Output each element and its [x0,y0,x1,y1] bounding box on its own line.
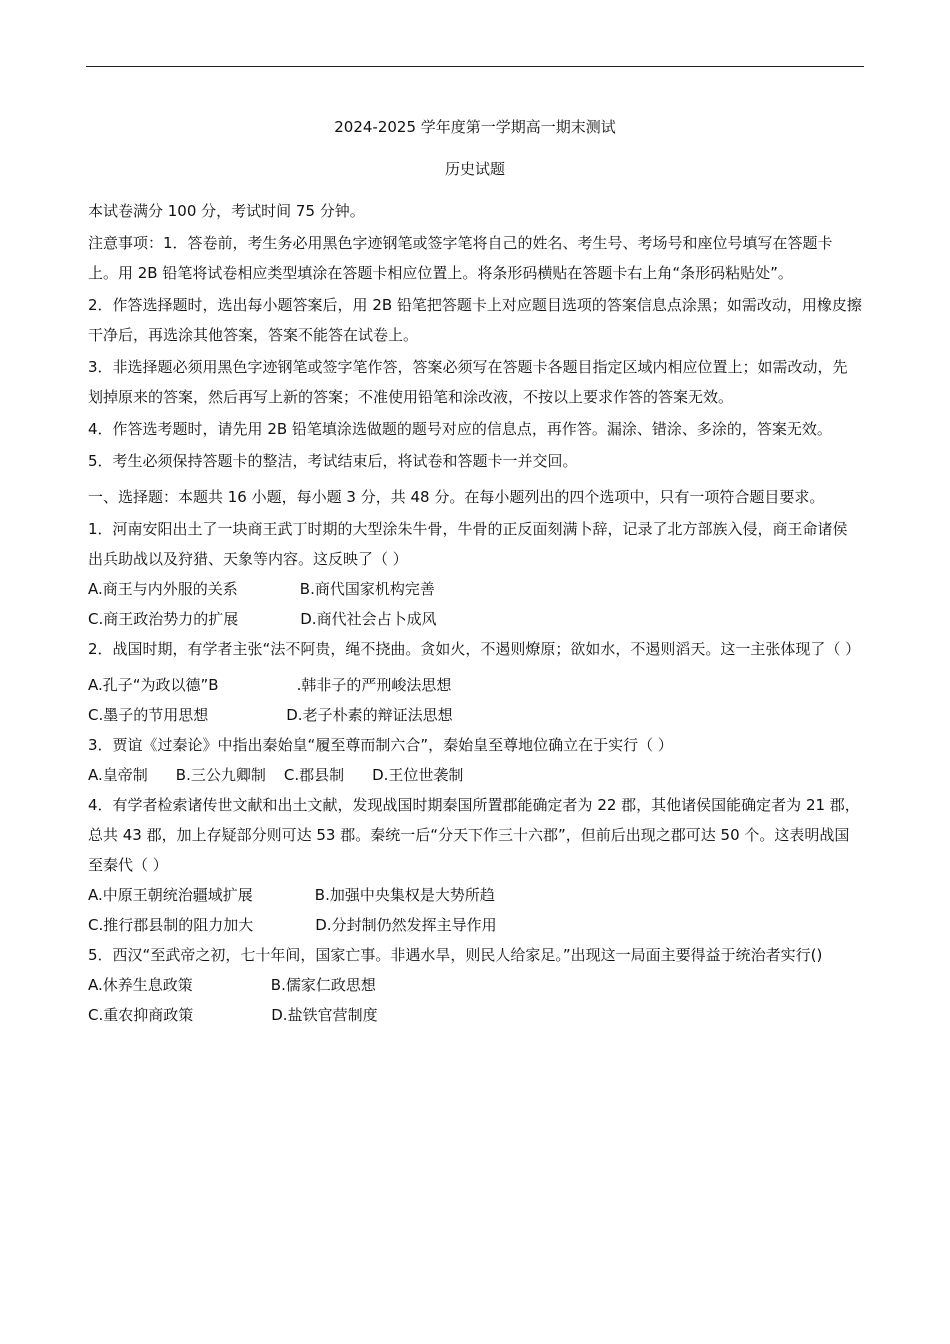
question-stem: 5．西汉“至武帝之初，七十年间，国家亡事。非遇水旱，则民人给家足。”出现这一局面主要得益于统治者实行() [88,946,823,964]
option-d: D.商代社会占卜成风 [300,610,437,628]
exam-subject: 历史试题 [444,160,505,178]
question-options [88,574,862,604]
note-5: 5．考生必须保持答题卡的整洁，考试结束后，将试卷和答题卡一并交回。 [88,452,578,470]
option-a: A.中原王朝统治疆域扩展 [88,886,253,904]
option-c: C.重农抑商政策 [88,1006,194,1024]
option-a: A.孔子“为政以德”B [88,676,219,694]
exam-title: 2024-2025 学年度第一学期高一期末测试 [334,118,616,136]
note-3: 3．非选择题必须用黑色字迹钢笔或签字笔作答，答案必须写在答题卡各题目指定区域内相应位置上；如需改动，先划掉原来的答案，然后再写上新的答案；不准使用铅笔和涂改液，不按以上要求作答的答案无效。 [88,358,848,406]
question-stem: 2．战国时期，有学者主张“法不阿贵，绳不挠曲。贪如火，不遏则燎原；欲如水，不遏则滔天。这一主张体现了（ ） [88,640,861,658]
option-a: A.商王与内外服的关系 [88,580,238,598]
section-heading: 一、选择题：本题共 16 小题，每小题 3 分，共 48 分。在每小题列出的四个选项中，只有一项符合题目要求。 [88,488,825,506]
option-c: C.墨子的节用思想 [88,706,209,724]
question-options [88,970,862,1000]
note-1: 注意事项：1．答卷前，考生务必用黑色字迹钢笔或签字笔将自己的姓名、考生号、考场号和座位号填写在答题卡上。用 2B 铅笔将试卷相应类型填涂在答题卡相应位置上。将条形码横贴在答题卡右上角“条形码粘贴处”。 [88,234,833,282]
question-options [88,760,862,790]
note-2: 2．作答选择题时，选出每小题答案后，用 2B 铅笔把答题卡上对应题目选项的答案信息点涂黑；如需改动，用橡皮擦干净后，再选涂其他答案，答案不能答在试卷上。 [88,296,862,344]
score-time: 本试卷满分 100 分，考试时间 75 分钟。 [88,202,365,220]
option-a: A.皇帝制 [88,766,148,784]
question-stem: 4．有学者检索诸传世文献和出土文献，发现战国时期秦国所置郡能确定者为 22 郡，其他诸侯国能确定者为 21 郡，总共 43 郡，加上存疑部分则可达 53 郡。秦统一后“分天下作三十六郡”，但前后出现之郡可达 50 个。这表明战国至秦代（ ） [88,796,860,874]
option-b: B.三公九卿制 [175,766,266,784]
question-options [88,910,862,940]
option-b: B.商代国家机构完善 [299,580,435,598]
top-rule [86,66,864,67]
option-d: D.分封制仍然发挥主导作用 [315,916,497,934]
question-options [88,880,862,910]
option-a: A.休养生息政策 [88,976,193,994]
question-options [88,700,862,730]
option-b: .韩非子的严刑峻法思想 [296,676,452,694]
question-options [88,604,862,634]
option-c: C.郡县制 [283,766,345,784]
option-c: C.商王政治势力的扩展 [88,610,239,628]
option-b: B.加强中央集权是大势所趋 [314,886,495,904]
option-c: C.推行郡县制的阻力加大 [88,916,254,934]
question-stem: 3．贾谊《过秦论》中指出秦始皇“履至尊而制六合”，秦始皇至尊地位确立在于实行（ ） [88,736,673,754]
option-d: D.王位世袭制 [372,766,464,784]
option-d: D.老子朴素的辩证法思想 [286,706,453,724]
question-options [88,1000,862,1030]
question-stem: 1．河南安阳出土了一块商王武丁时期的大型涂朱牛骨，牛骨的正反面刻满卜辞，记录了北方部族入侵，商王命诸侯出兵助战以及狩猎、天象等内容。这反映了（ ） [88,520,848,568]
option-d: D.盐铁官营制度 [271,1006,378,1024]
option-b: B.儒家仁政思想 [270,976,376,994]
question-options [88,670,862,700]
exam-page [88,112,862,1030]
note-4: 4．作答选考题时，请先用 2B 铅笔填涂选做题的题号对应的信息点，再作答。漏涂、错涂、多涂的，答案无效。 [88,420,832,438]
